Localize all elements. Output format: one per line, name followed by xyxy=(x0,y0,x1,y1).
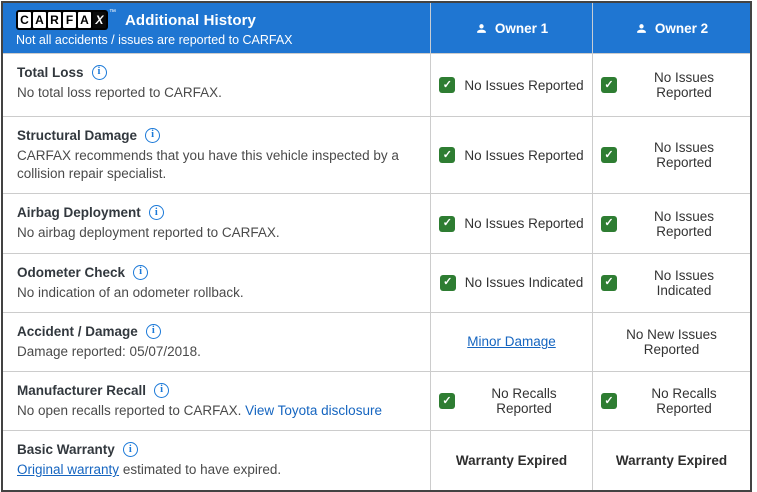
check-icon xyxy=(439,216,455,232)
owner1-column-header xyxy=(430,3,592,53)
check-icon xyxy=(601,393,617,409)
trademark-mark: ™ xyxy=(109,9,116,16)
owner2-status: No Recalls Reported xyxy=(651,386,717,417)
owner1-cell xyxy=(430,431,592,489)
row-description-cell xyxy=(3,194,430,252)
info-icon[interactable] xyxy=(154,383,169,398)
row-title: Airbag Deployment xyxy=(17,205,141,221)
owner1-cell xyxy=(430,372,592,430)
info-icon[interactable] xyxy=(145,128,160,143)
owner2-status: Warranty Expired xyxy=(615,452,728,468)
table-row-basic-warranty xyxy=(3,430,750,489)
owner1-status: No Issues Indicated xyxy=(464,275,584,291)
check-icon xyxy=(440,275,456,291)
info-icon[interactable] xyxy=(133,265,148,280)
row-description-cell xyxy=(3,372,430,430)
owner2-status: No Issues Reported xyxy=(653,70,715,100)
info-icon[interactable] xyxy=(146,324,161,339)
info-icon[interactable] xyxy=(123,442,138,457)
info-icon[interactable] xyxy=(149,205,164,220)
owner1-label: Owner 1 xyxy=(494,20,549,36)
row-description xyxy=(17,402,414,420)
owner2-cell xyxy=(592,54,750,116)
table-row-odometer-check xyxy=(3,253,750,312)
logo-letter: F xyxy=(63,12,76,28)
row-title: Accident / Damage xyxy=(17,323,138,339)
owner2-status: No Issues Reported xyxy=(653,208,715,239)
logo-letter-x: X xyxy=(93,12,106,28)
row-title: Odometer Check xyxy=(17,264,126,280)
owner1-cell xyxy=(430,54,592,116)
row-description-cell xyxy=(3,431,430,489)
row-description xyxy=(17,461,414,479)
carfax-logo xyxy=(16,10,108,30)
row-description: CARFAX recommends that you have this vehicle inspected by a collision repair specialist. xyxy=(17,148,399,182)
original-warranty-link[interactable]: Original warranty xyxy=(17,462,120,478)
person-icon xyxy=(635,22,648,35)
owner2-cell xyxy=(592,431,750,489)
table-row-manufacturer-recall xyxy=(3,371,750,430)
owner2-cell xyxy=(592,194,750,252)
owner1-status: No Issues Reported xyxy=(464,216,584,232)
header-left xyxy=(3,3,430,53)
check-icon xyxy=(439,147,455,163)
row-description-cell xyxy=(3,313,430,371)
row-description: No indication of an odometer rollback. xyxy=(17,284,244,300)
owner2-label: Owner 2 xyxy=(654,20,709,36)
owner1-status: No Recalls Reported xyxy=(491,386,557,417)
owner1-cell xyxy=(430,254,592,312)
owner2-column-header xyxy=(592,3,750,53)
owner2-cell xyxy=(592,313,750,371)
row-description-text: No open recalls reported to CARFAX. xyxy=(17,403,242,419)
owner2-status: No New Issues Reported xyxy=(626,326,717,357)
row-title: Manufacturer Recall xyxy=(17,383,147,399)
owner1-cell xyxy=(430,194,592,252)
minor-damage-link[interactable]: Minor Damage xyxy=(467,334,556,350)
logo-letter: C xyxy=(18,12,31,28)
owner1-cell xyxy=(430,117,592,193)
owner2-status: No Issues Reported xyxy=(653,140,715,171)
owner2-cell xyxy=(592,117,750,193)
row-title: Total Loss xyxy=(17,65,84,80)
check-icon xyxy=(601,216,617,232)
table-row-airbag-deployment xyxy=(3,193,750,252)
view-toyota-disclosure-link[interactable]: View Toyota disclosure xyxy=(245,403,382,419)
row-description-text: estimated to have expired. xyxy=(122,462,282,478)
logo-letter: A xyxy=(33,12,46,28)
person-icon xyxy=(475,22,488,35)
table-row-accident-damage xyxy=(3,312,750,371)
row-title: Basic Warranty xyxy=(17,442,115,458)
check-icon xyxy=(439,77,455,93)
owner1-status: No Issues Reported xyxy=(464,77,584,93)
check-icon xyxy=(601,275,617,291)
check-icon xyxy=(601,77,617,93)
owner1-cell xyxy=(430,313,592,371)
section-title: Additional History xyxy=(125,11,256,29)
check-icon xyxy=(601,147,617,163)
check-icon xyxy=(439,393,455,409)
table-header xyxy=(3,3,750,53)
row-description: Damage reported: 05/07/2018. xyxy=(17,343,201,359)
row-description-cell xyxy=(3,117,430,193)
logo-letter: R xyxy=(48,12,61,28)
table-row-structural-damage xyxy=(3,116,750,193)
row-description: No total loss reported to CARFAX. xyxy=(17,85,222,100)
row-description-cell xyxy=(3,254,430,312)
section-subtitle: Not all accidents / issues are reported to CARFAX xyxy=(16,33,293,47)
row-title: Structural Damage xyxy=(17,128,138,143)
owner2-cell xyxy=(592,254,750,312)
owner1-status: Warranty Expired xyxy=(455,452,568,468)
table-row-total-loss xyxy=(3,53,750,116)
row-description-cell xyxy=(3,54,430,116)
logo-letter: A xyxy=(78,12,91,28)
info-icon[interactable] xyxy=(92,65,107,80)
owner2-status: No Issues Indicated xyxy=(653,267,715,298)
owner2-cell xyxy=(592,372,750,430)
row-description: No airbag deployment reported to CARFAX. xyxy=(17,225,280,241)
owner1-status: No Issues Reported xyxy=(464,147,584,163)
additional-history-table xyxy=(1,1,752,492)
